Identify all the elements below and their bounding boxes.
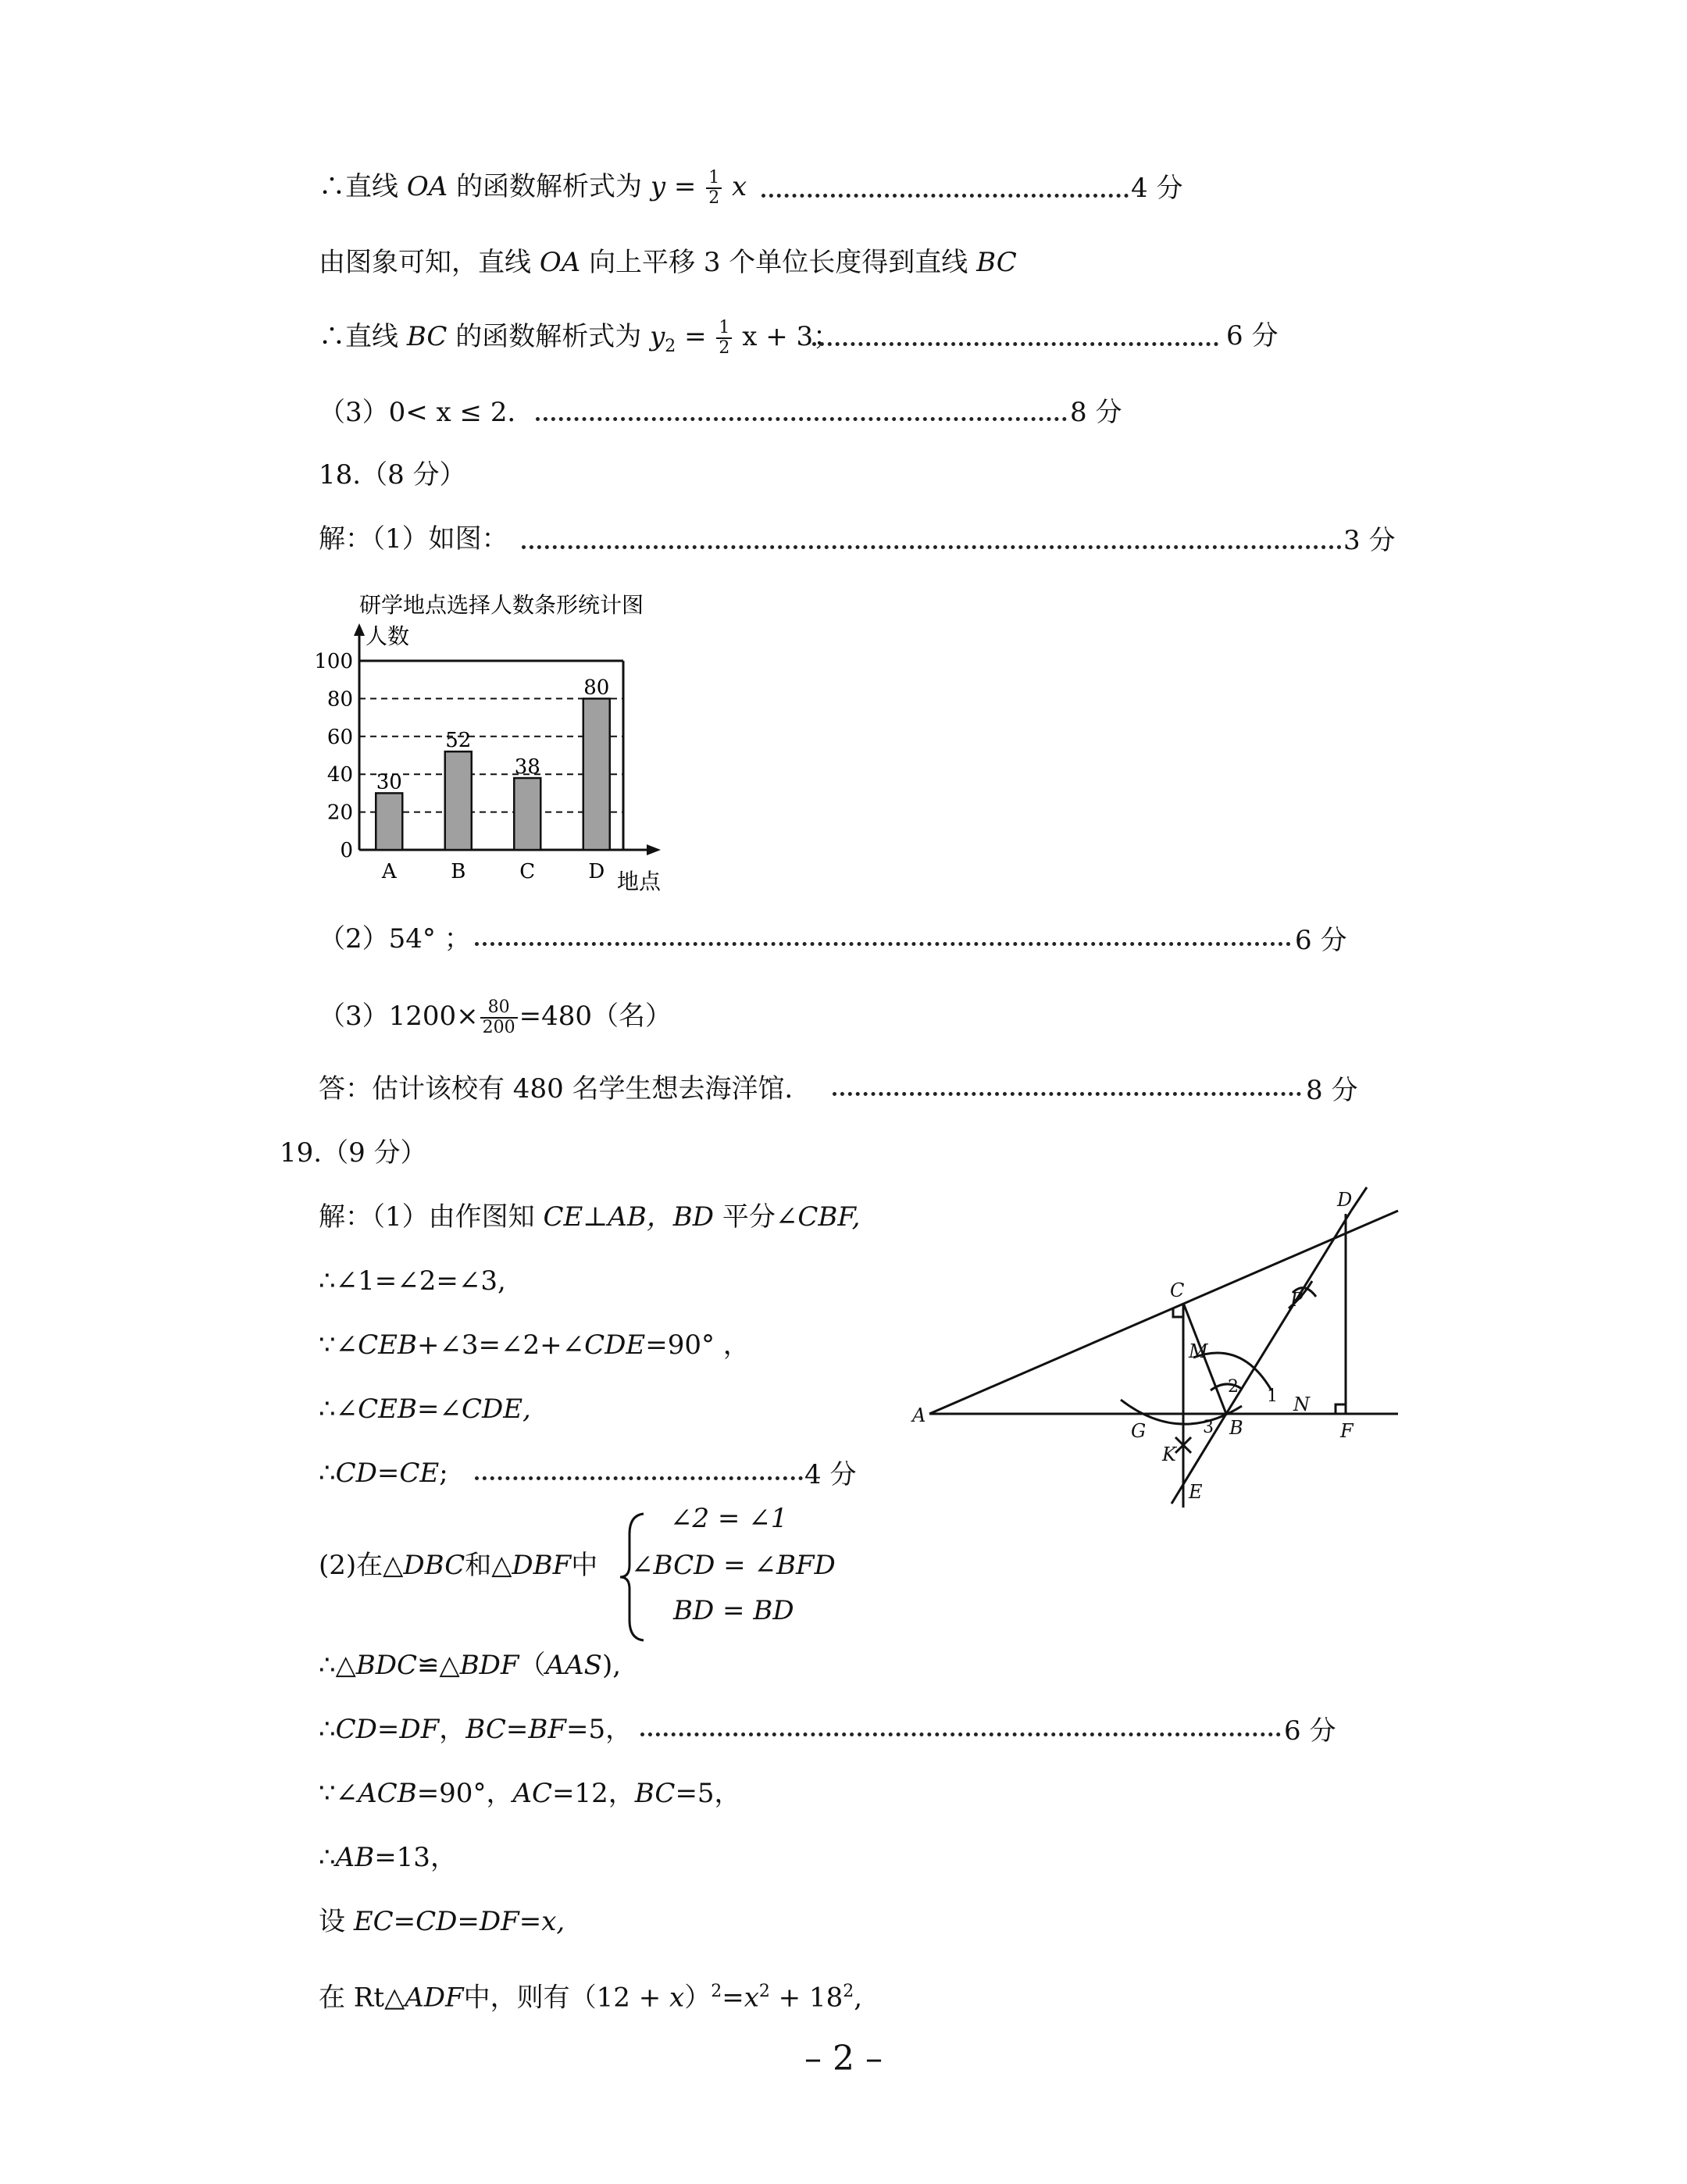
- y-tick-label: 0: [340, 839, 353, 862]
- x-tick-label-B: B: [451, 860, 466, 883]
- text: OA: [406, 171, 448, 202]
- question-18-header: 18.（8 分）: [319, 459, 466, 491]
- text: CDE: [584, 1329, 646, 1361]
- line-bd: [1226, 1211, 1351, 1414]
- right-angle-f: [1336, 1404, 1346, 1414]
- score-leader-dots: [536, 417, 1067, 421]
- line-range: [319, 395, 533, 430]
- text: ∴直线: [319, 171, 398, 202]
- text: y: [650, 321, 665, 352]
- q19-line3: [319, 1328, 750, 1362]
- score: 4 分: [1131, 173, 1183, 204]
- q19-line2: ∴∠1=∠2=∠3,: [319, 1265, 506, 1297]
- text: x: [669, 1982, 685, 2014]
- angle-2-label: 2: [1228, 1377, 1239, 1397]
- text: ）: [684, 1982, 712, 2014]
- right-angle-c: [1173, 1308, 1183, 1317]
- q19-line7: [319, 1648, 621, 1683]
- geometry-figure: [898, 1179, 1414, 1508]
- text: DBF: [512, 1550, 572, 1581]
- data-label-A: 30: [376, 770, 402, 794]
- label-c: C: [1170, 1279, 1185, 1301]
- text: 的函数解析式为: [456, 171, 643, 202]
- text: （3）0< x ≤ 2．: [319, 397, 534, 428]
- q19-line6: [319, 1548, 597, 1583]
- y-tick-label: 20: [326, 801, 353, 825]
- text: y: [650, 171, 666, 202]
- text: ，: [439, 1714, 466, 1745]
- text: 的函数解析式为: [455, 321, 642, 352]
- text: ADF: [405, 1982, 464, 2014]
- text: BDC: [355, 1650, 418, 1681]
- q19-line4: [319, 1392, 531, 1426]
- angle-1-label: 1: [1267, 1386, 1278, 1406]
- line-translate: [319, 245, 1017, 280]
- text: =: [673, 171, 705, 202]
- text: BC=BF: [465, 1714, 566, 1745]
- score: 3 分: [1343, 525, 1396, 556]
- score-leader-dots: [475, 1476, 803, 1480]
- text: CEB: [358, 1394, 417, 1425]
- system-row-1: ∠2 = ∠1: [670, 1503, 788, 1534]
- text: =90° ，: [645, 1329, 750, 1361]
- score-leader-dots: [522, 545, 1342, 549]
- text: BC: [406, 321, 448, 352]
- text: ),: [601, 1650, 622, 1681]
- q19-line8: [319, 1712, 632, 1747]
- q18-answer: 答：估计该校有 480 名学生想去海洋馆．: [319, 1073, 811, 1104]
- label-g: G: [1131, 1420, 1147, 1442]
- line-bd-ext: [1351, 1187, 1367, 1211]
- text: DBC: [403, 1550, 465, 1581]
- y-axis-arrow: [354, 623, 365, 636]
- text: ∴∠: [319, 1394, 358, 1425]
- fraction: [706, 169, 722, 208]
- text: CD=DF: [335, 1714, 440, 1745]
- text: AAS: [545, 1650, 602, 1681]
- text: BDF: [459, 1650, 519, 1681]
- text: EC=CD=DF=x,: [353, 1906, 565, 1937]
- bar-B: [445, 751, 472, 850]
- text: ∵∠: [319, 1329, 358, 1361]
- text: =90°，: [416, 1778, 513, 1809]
- text: ∴: [319, 1714, 336, 1745]
- numerator: 1: [716, 319, 732, 339]
- text: OA: [539, 247, 581, 278]
- score: 4 分: [804, 1459, 857, 1490]
- text: =5，: [675, 1778, 741, 1809]
- score-leader-dots: [833, 1092, 1301, 1096]
- line-ad: [929, 1211, 1398, 1414]
- denominator: 2: [708, 188, 720, 208]
- score-leader-dots: [761, 194, 1129, 198]
- label-b: B: [1229, 1417, 1243, 1439]
- q18-part1: 解：（1）如图：: [319, 523, 508, 555]
- text: ;: [439, 1458, 448, 1489]
- score: 6 分: [1295, 925, 1347, 956]
- text: =480（名）: [519, 1001, 672, 1032]
- x-axis-label: 地点: [617, 869, 662, 894]
- x-tick-label-C: C: [519, 860, 536, 883]
- text: ,: [854, 1982, 863, 2014]
- label-n: N: [1293, 1394, 1310, 1415]
- text: 由图象可知，直线: [319, 247, 531, 278]
- text: BC: [976, 247, 1017, 278]
- score: 6 分: [1284, 1715, 1336, 1747]
- x-axis-arrow: [647, 844, 661, 855]
- text: BC: [634, 1778, 676, 1809]
- text: 中，则有（12 +: [463, 1982, 662, 2014]
- score-leader-dots: [475, 942, 1291, 946]
- fraction: [716, 319, 732, 358]
- text: CE⊥AB，BD: [543, 1201, 715, 1233]
- text: =: [722, 1982, 744, 2014]
- text: CBF,: [797, 1201, 861, 1233]
- q19-line10: [319, 1840, 457, 1875]
- label-p: P: [1290, 1289, 1304, 1311]
- y-tick-label: 100: [314, 650, 353, 673]
- text: x: [744, 1982, 759, 2014]
- text: 2: [843, 1982, 854, 2001]
- text: 向上平移 3 个单位长度得到直线: [589, 247, 968, 278]
- chart-title: 研学地点选择人数条形统计图: [359, 592, 644, 618]
- x-tick-label-D: D: [588, 860, 605, 883]
- text: 设: [319, 1906, 345, 1937]
- text: + 18: [769, 1982, 844, 2014]
- text: =5，: [565, 1714, 633, 1745]
- x-tick-label-A: A: [381, 860, 397, 883]
- denominator: 2: [719, 338, 730, 358]
- data-label-D: 80: [583, 676, 610, 700]
- label-m: M: [1189, 1340, 1208, 1362]
- text: 2: [711, 1982, 722, 2001]
- y-tick-label: 40: [326, 763, 353, 787]
- label-a: A: [912, 1404, 926, 1426]
- angle-3-label: 3: [1203, 1418, 1214, 1437]
- bar-C: [514, 778, 540, 850]
- text: 2: [758, 1982, 770, 2001]
- system-row-2: ∠BCD = ∠BFD: [631, 1550, 836, 1581]
- line-oa-function: [319, 169, 747, 208]
- text: （3）1200×: [319, 1001, 479, 1032]
- label-d: D: [1337, 1189, 1353, 1211]
- score: 8 分: [1306, 1075, 1358, 1106]
- text: x + 3；: [742, 321, 840, 352]
- q19-line9: [319, 1776, 741, 1811]
- q19-line12: [319, 1975, 862, 2014]
- label-f: F: [1340, 1420, 1354, 1442]
- text: 2: [665, 336, 676, 356]
- text: =12，: [552, 1778, 635, 1809]
- q18-part3: [319, 998, 672, 1037]
- text: CEB: [358, 1329, 417, 1361]
- text: =∠: [416, 1394, 462, 1425]
- bar-chart: [312, 584, 687, 905]
- numerator: 1: [706, 169, 722, 189]
- score: 8 分: [1070, 397, 1122, 428]
- text: ∵∠: [319, 1778, 358, 1809]
- label-e: E: [1189, 1481, 1203, 1503]
- numerator: 80: [480, 998, 518, 1019]
- q19-line5: [319, 1456, 448, 1490]
- text: ∴直线: [319, 321, 398, 352]
- bar-A: [376, 793, 402, 850]
- text: AB: [335, 1842, 375, 1873]
- data-label-B: 52: [445, 729, 472, 753]
- text: 平分∠: [722, 1201, 798, 1233]
- text: 在 Rt△: [319, 1982, 405, 2014]
- label-k: K: [1162, 1444, 1176, 1465]
- score-leader-dots: [812, 342, 1218, 346]
- question-19-header: 19.（9 分）: [280, 1137, 427, 1169]
- page-number: – 2 –: [804, 2039, 883, 2079]
- text: 中: [571, 1550, 598, 1581]
- y-axis-label: 人数: [366, 623, 410, 649]
- data-label-C: 38: [514, 755, 540, 780]
- q19-line11: [319, 1904, 565, 1939]
- score: 6 分: [1226, 320, 1279, 352]
- text: CDE,: [461, 1394, 531, 1425]
- q18-part2: （2）54° ；: [319, 923, 471, 955]
- text: +∠3=∠2+∠: [416, 1329, 585, 1361]
- line-bc-function: [319, 319, 840, 364]
- text: ACB: [358, 1778, 417, 1809]
- y-tick-label: 60: [326, 725, 353, 749]
- chart-body: [314, 623, 661, 883]
- text: ∴△: [319, 1650, 356, 1681]
- fraction: [480, 998, 518, 1037]
- text: =13，: [374, 1842, 457, 1873]
- text: CD=CE: [335, 1458, 440, 1489]
- text: ∴: [319, 1458, 336, 1489]
- q19-line1: [319, 1200, 860, 1234]
- text: （: [519, 1650, 546, 1681]
- system-row-3: BD = BD: [673, 1595, 794, 1626]
- bar-D: [583, 698, 610, 850]
- y-tick-label: 80: [326, 687, 353, 712]
- text: 解：（1）由作图知: [319, 1201, 535, 1233]
- score-leader-dots: [640, 1733, 1281, 1736]
- text: ≌△: [417, 1650, 460, 1681]
- text: x: [732, 171, 747, 202]
- text: 和△: [465, 1550, 512, 1581]
- text: =: [684, 321, 715, 352]
- text: ∴: [319, 1842, 336, 1873]
- denominator: 200: [482, 1018, 515, 1037]
- text: (2)在△: [319, 1550, 404, 1581]
- text: AC: [512, 1778, 553, 1809]
